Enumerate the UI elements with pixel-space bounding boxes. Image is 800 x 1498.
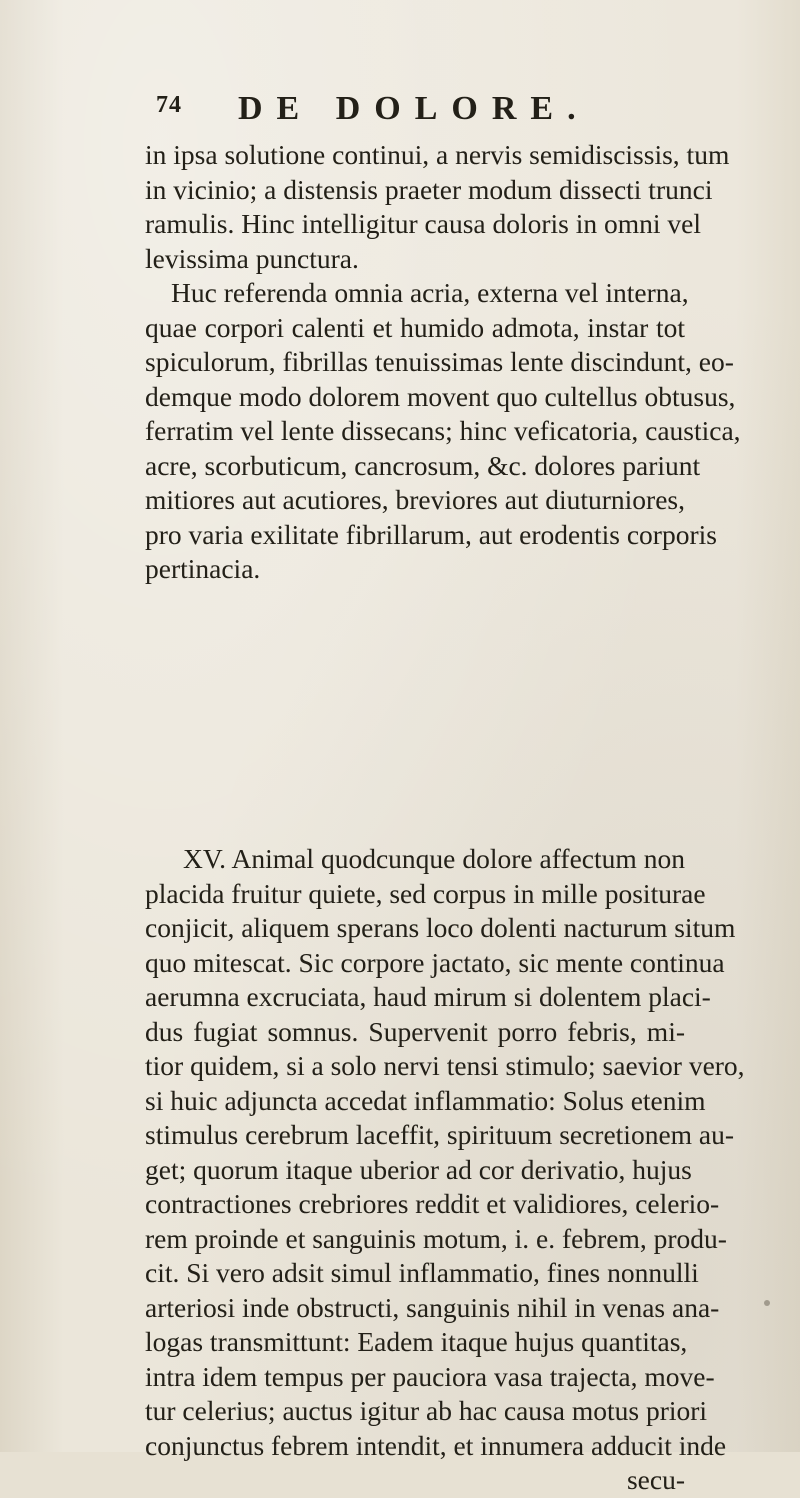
text-line: si huic adjuncta accedat inflammatio: Solus etenim: [145, 1084, 706, 1116]
text-line: acre, scorbuticum, cancrosum, &c. dolores pariunt: [145, 449, 701, 481]
paragraph-1: [145, 138, 741, 587]
ink-spot: [764, 1300, 770, 1306]
text-line: in ipsa solutione continui, a nervis semidiscissis, tum: [145, 139, 730, 170]
page-number: 74: [156, 92, 182, 118]
text-line: spiculorum, fibrillas tenuissimas lente discindunt, eo-: [145, 346, 734, 377]
text-line: tior quidem, si a solo nervi tensi stimulo; saevior vero,: [145, 1050, 745, 1081]
text-line: intra idem tempus per pauciora vasa trajecta, move-: [145, 1360, 715, 1392]
text-line: logas transmittunt: Eadem itaque hujus quantitas,: [145, 1326, 688, 1357]
page-header: [156, 90, 590, 130]
text-line: stimulus cerebrum laceffit, spirituum secretionem au-: [145, 1119, 735, 1150]
text-line: pertinacia.: [145, 553, 261, 584]
text-line: aerumna excruciata, haud mirum si dolentem placi-: [145, 981, 711, 1012]
text-line: pro varia exilitate fibrillarum, aut erodentis corporis: [145, 518, 717, 550]
text-line: cit. Si vero adsit simul inflammatio, fines nonnulli: [145, 1257, 699, 1288]
paragraph-2: [145, 842, 745, 1498]
text-line: Huc referenda omnia acria, externa vel interna,: [171, 277, 689, 308]
text-line: get; quorum itaque uberior ad cor derivatio, hujus: [145, 1153, 692, 1185]
section-heading-line: XV. Animal quodcunque dolore affectum non: [183, 843, 685, 874]
text-line: mitiores aut acutiores, breviores aut diuturniores,: [145, 484, 685, 515]
text-line: conjicit, aliquem sperans loco dolenti nacturum situm: [145, 912, 736, 943]
text-line: dus fugiat somnus. Supervenit porro febris, mi-: [145, 1015, 685, 1047]
text-line: tur celerius; auctus igitur ab hac causa motus priori: [145, 1395, 708, 1426]
text-line: rem proinde et sanguinis motum, i. e. febrem, produ-: [145, 1222, 727, 1254]
text-line: quo mitescat. Sic corpore jactato, sic mente continua: [145, 946, 725, 978]
text-line: conjunctus febrem intendit, et innumera adducit inde: [145, 1429, 727, 1461]
text-line: ferratim vel lente dissecans; hinc veficatoria, caustica,: [145, 415, 741, 446]
text-line: demque modo dolorem movent quo cultellus obtusus,: [145, 380, 736, 412]
text-line: placida fruitur quiete, sed corpus in mille positurae: [145, 877, 706, 909]
text-line: contractiones crebriores reddit et validiores, celerio-: [145, 1188, 720, 1219]
text-line: quae corpori calenti et humido admota, instar tot: [145, 311, 685, 343]
text-line: arteriosi inde obstructi, sanguinis nihil in venas ana-: [145, 1291, 720, 1323]
running-head: DE DOLORE.: [238, 90, 590, 127]
catchword: secu-: [626, 1464, 685, 1495]
text-line: ramulis. Hinc intelligitur causa doloris in omni vel: [145, 208, 702, 239]
text-line: levissima punctura.: [145, 242, 359, 274]
text-line: in vicinio; a distensis praeter modum dissecti trunci: [145, 173, 713, 205]
